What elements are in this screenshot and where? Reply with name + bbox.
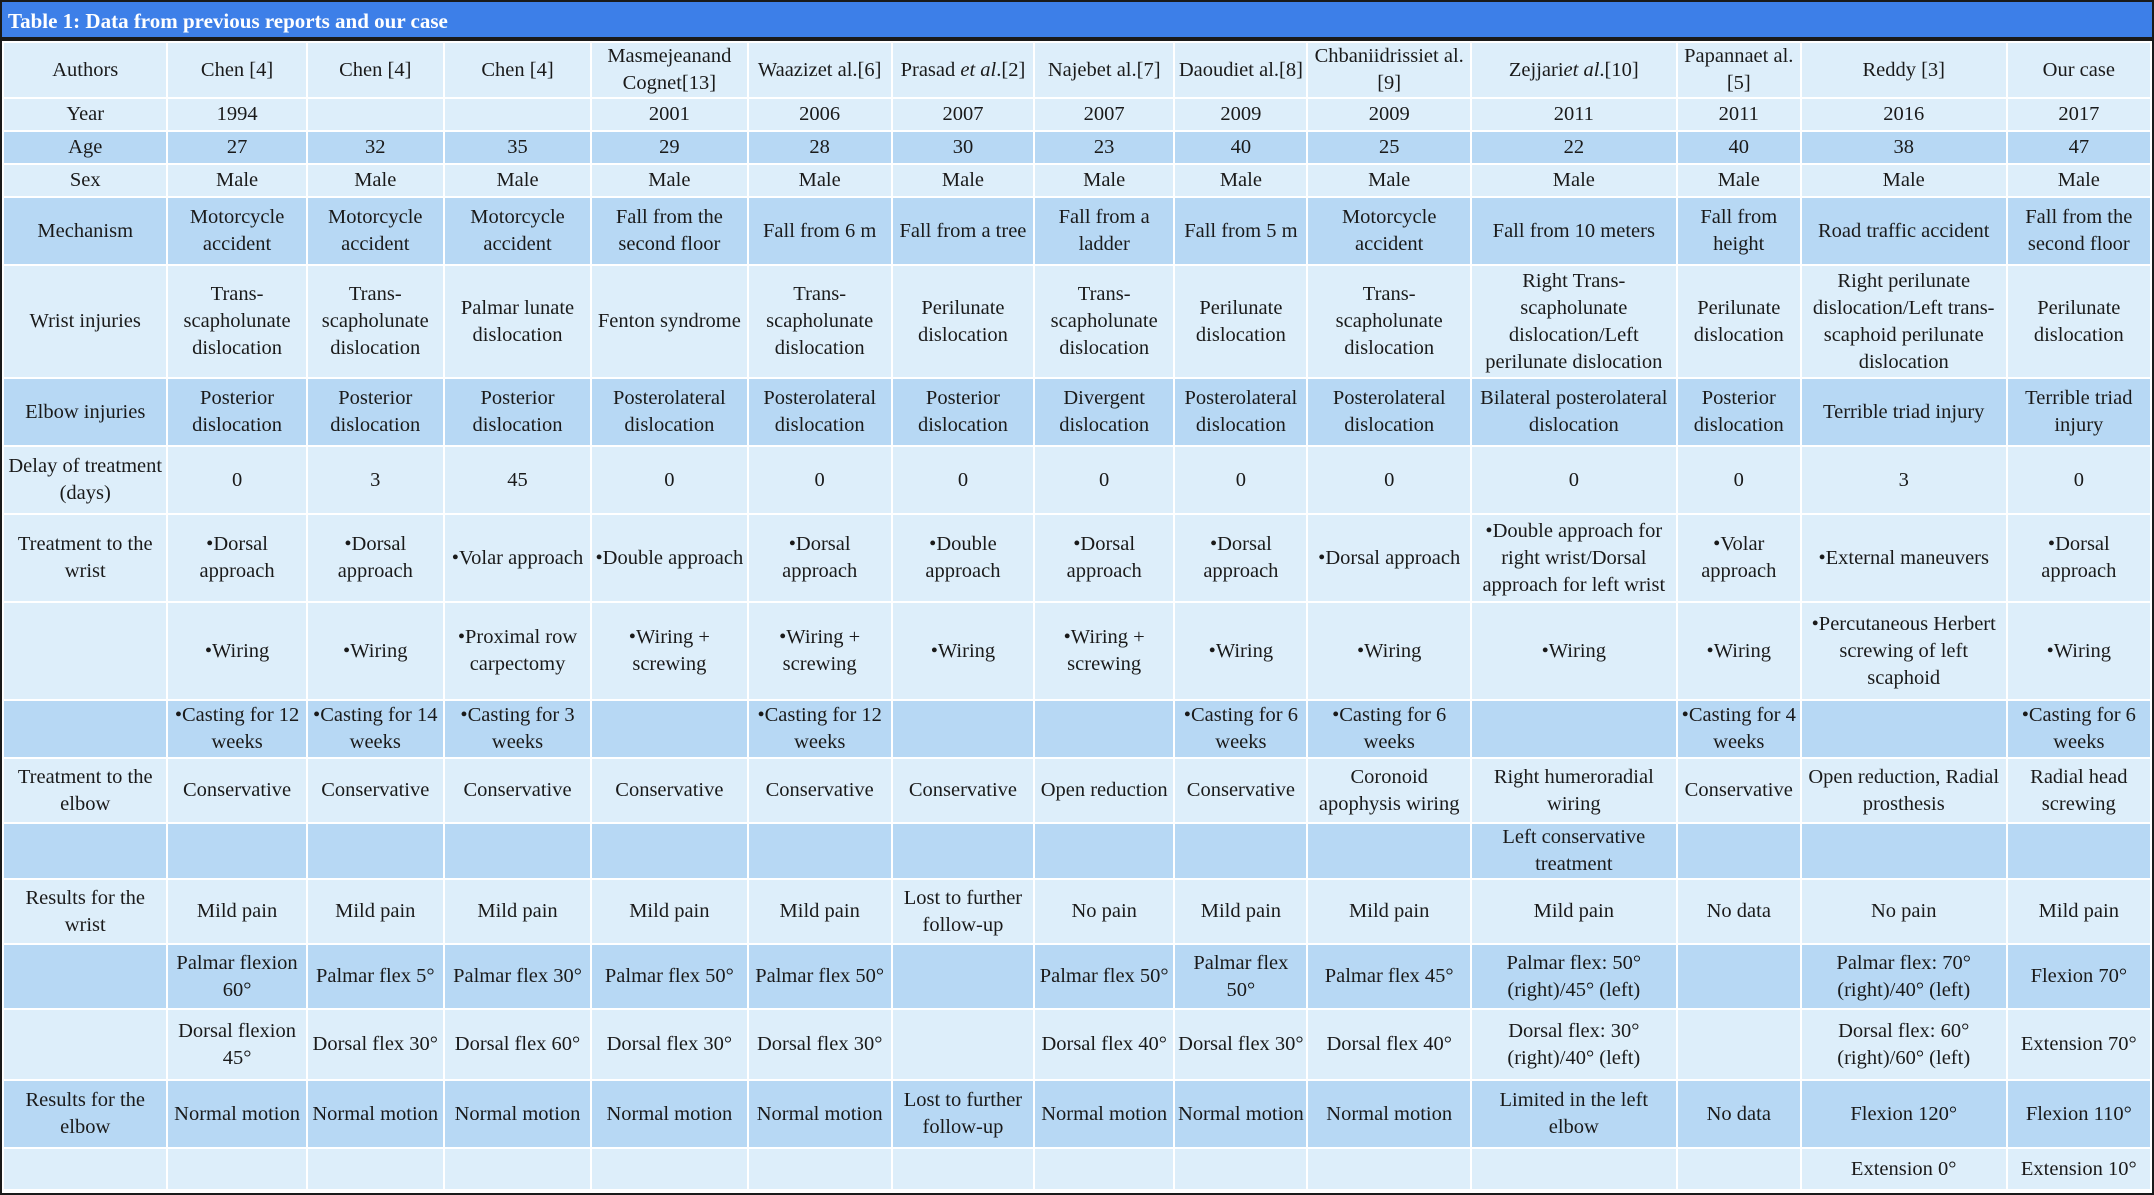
table-cell: Perilunate dislocation (1175, 266, 1306, 377)
table-row-elbow-injuries (4, 379, 2150, 445)
table-cell: •Casting for 12 weeks (168, 701, 305, 757)
table-cell: Normal motion (592, 1081, 746, 1147)
table-cell: 22 (1472, 132, 1676, 163)
table-cell: •Dorsal approach (1308, 515, 1469, 601)
table-cell: Male (749, 165, 891, 196)
table-cell: Male (308, 165, 443, 196)
table-cell: •Wiring (1175, 603, 1306, 699)
table-cell: Extension 0° (1802, 1149, 2006, 1189)
table-cell: Posterior dislocation (1678, 379, 1800, 445)
table-cell: Palmar flex 50° (1035, 945, 1173, 1008)
table-cell (1678, 945, 1800, 1008)
table-cell: Conservative (445, 759, 590, 822)
table-cell: Flexion 120° (1802, 1081, 2006, 1147)
table-cell: •Double approach for right wrist/Dorsal approach for left wrist (1472, 515, 1676, 601)
table-cell: Normal motion (1035, 1081, 1173, 1147)
author-name-part: et al (1563, 58, 1600, 81)
table-cell: 2006 (749, 99, 891, 130)
table-cell: 0 (1678, 447, 1800, 513)
table-cell: 28 (749, 132, 891, 163)
table-cell (1472, 43, 1676, 97)
table-cell: Flexion 70° (2008, 945, 2150, 1008)
table-cell: Dorsal flex: 30° (right)/40° (left) (1472, 1010, 1676, 1079)
table-cell: Trans-scapholunate dislocation (308, 266, 443, 377)
table-cell: Palmar flex 50° (592, 945, 746, 1008)
table-cell: Bilateral posterolateral dislocation (1472, 379, 1676, 445)
table-row-results-elbow-2 (4, 1149, 2150, 1189)
table-cell (445, 99, 590, 130)
table-cell: Conservative (308, 759, 443, 822)
table-cell (592, 701, 746, 757)
table-cell: •Double approach (592, 515, 746, 601)
table-cell: Dorsal flexion 45° (168, 1010, 305, 1079)
table-cell: Fall from height (1678, 198, 1800, 264)
table-cell: 27 (168, 132, 305, 163)
table-row-year (4, 99, 2150, 130)
table-cell: 25 (1308, 132, 1469, 163)
table-cell (1308, 43, 1469, 97)
table-cell: 0 (168, 447, 305, 513)
author-name-part: Daoudiet (1178, 58, 1254, 81)
row-header-cell: Treatment to the wrist (4, 515, 166, 601)
table-cell (1035, 1149, 1173, 1189)
table-cell: Dorsal flex 40° (1308, 1010, 1469, 1079)
table-cell (893, 701, 1033, 757)
table-cell: Chen [4] (445, 43, 590, 97)
table-cell: No pain (1802, 880, 2006, 943)
table-cell (1308, 1149, 1469, 1189)
table-cell: Dorsal flex 30° (749, 1010, 891, 1079)
table-cell: Flexion 110° (2008, 1081, 2150, 1147)
table-cell (893, 945, 1033, 1008)
table-cell: Chen [4] (308, 43, 443, 97)
table-cell: Mild pain (1472, 880, 1676, 943)
table-row-treat-wrist-1 (4, 515, 2150, 601)
row-header-cell (4, 1010, 166, 1079)
table-cell: Palmar flex: 50° (right)/45° (left) (1472, 945, 1676, 1008)
table-cell: Dorsal flex 60° (445, 1010, 590, 1079)
author-name-part: Papannaet (1684, 45, 1769, 67)
table-cell (592, 824, 746, 878)
table-cell: Palmar lunate dislocation (445, 266, 590, 377)
table-cell: 3 (1802, 447, 2006, 513)
table-cell: Dorsal flex: 60° (right)/60° (left) (1802, 1010, 2006, 1079)
table-cell: Trans-scapholunate dislocation (168, 266, 305, 377)
author-name-part: et al (960, 58, 997, 81)
table-cell: •Casting for 12 weeks (749, 701, 891, 757)
table-cell: •Casting for 6 weeks (1308, 701, 1469, 757)
table-row-wrist-injuries (4, 266, 2150, 377)
table-cell: •Dorsal approach (1175, 515, 1306, 601)
author-name-part: .[2] (996, 58, 1026, 81)
table-cell: Fall from a ladder (1035, 198, 1173, 264)
table-cell: 2011 (1678, 99, 1800, 130)
table-cell: •Wiring (168, 603, 305, 699)
table-cell (2008, 824, 2150, 878)
table-cell: Male (1472, 165, 1676, 196)
table-cell: 2016 (1802, 99, 2006, 130)
table-cell: 47 (2008, 132, 2150, 163)
table-cell: Dorsal flex 40° (1035, 1010, 1173, 1079)
table-cell: Mild pain (1175, 880, 1306, 943)
table-cell: 2007 (1035, 99, 1173, 130)
table-cell: Normal motion (445, 1081, 590, 1147)
table-cell (1472, 701, 1676, 757)
table-cell: •Wiring (1308, 603, 1469, 699)
table-cell: No data (1678, 1081, 1800, 1147)
table-cell: •Casting for 4 weeks (1678, 701, 1800, 757)
table-cell: Fall from 5 m (1175, 198, 1306, 264)
table-cell: Dorsal flex 30° (308, 1010, 443, 1079)
table-cell: Posterior dislocation (168, 379, 305, 445)
table-cell: Open reduction, Radial prosthesis (1802, 759, 2006, 822)
table-cell: Male (445, 165, 590, 196)
table-cell: Coronoid apophysis wiring (1308, 759, 1469, 822)
table-cell: 45 (445, 447, 590, 513)
table-cell: Mild pain (168, 880, 305, 943)
table-cell: 2017 (2008, 99, 2150, 130)
table-cell: •Casting for 3 weeks (445, 701, 590, 757)
table-cell: Male (1678, 165, 1800, 196)
table-cell: Masmejeanand Cognet[13] (592, 43, 746, 97)
table-cell: Fall from the second floor (2008, 198, 2150, 264)
table-cell: Conservative (893, 759, 1033, 822)
table-row-treat-wrist-2 (4, 603, 2150, 699)
table-cell (1035, 43, 1173, 97)
table-cell: Motorcycle accident (168, 198, 305, 264)
table-cell: Posterolateral dislocation (1175, 379, 1306, 445)
table-row-mechanism (4, 198, 2150, 264)
table-cell: Our case (2008, 43, 2150, 97)
table-cell: Right humeroradial wiring (1472, 759, 1676, 822)
author-name-part: Zejjari (1508, 58, 1564, 81)
author-name-part: al.[6] (832, 58, 882, 81)
table-cell (1175, 1149, 1306, 1189)
table-row-results-wrist-2 (4, 945, 2150, 1008)
table-cell: Normal motion (1175, 1081, 1306, 1147)
table-cell: •Wiring (1678, 603, 1800, 699)
table-cell: Terrible triad injury (1802, 379, 2006, 445)
table-cell: Open reduction (1035, 759, 1173, 822)
table-cell: Dorsal flex 30° (592, 1010, 746, 1079)
row-header-cell (4, 824, 166, 878)
table-cell: Male (2008, 165, 2150, 196)
table-cell: 29 (592, 132, 746, 163)
table-cell: Conservative (168, 759, 305, 822)
table-cell: Palmar flex 5° (308, 945, 443, 1008)
row-header-cell (4, 701, 166, 757)
table-cell: 30 (893, 132, 1033, 163)
table-cell: 23 (1035, 132, 1173, 163)
table-cell: Limited in the left elbow (1472, 1081, 1676, 1147)
table-cell (893, 43, 1033, 97)
table-cell: 35 (445, 132, 590, 163)
table-cell (445, 1149, 590, 1189)
table-cell: Lost to further follow-up (893, 1081, 1033, 1147)
table-cell: •Dorsal approach (749, 515, 891, 601)
table-row-authors (4, 43, 2150, 97)
table-row-delay (4, 447, 2150, 513)
table-cell: 2009 (1175, 99, 1306, 130)
author-name-part: Najebet (1047, 58, 1112, 81)
table-cell: Motorcycle accident (1308, 198, 1469, 264)
row-header-cell: Treatment to the elbow (4, 759, 166, 822)
table-cell: Motorcycle accident (445, 198, 590, 264)
table-cell: Perilunate dislocation (893, 266, 1033, 377)
table-cell: •Wiring (893, 603, 1033, 699)
table-row-results-wrist (4, 880, 2150, 943)
author-name-part: .[10] (1599, 58, 1639, 81)
table-cell (1175, 43, 1306, 97)
table-cell (1802, 824, 2006, 878)
table-cell: Posterior dislocation (445, 379, 590, 445)
table-cell: 2009 (1308, 99, 1469, 130)
table-cell: Trans-scapholunate dislocation (1035, 266, 1173, 377)
table-cell: Posterolateral dislocation (749, 379, 891, 445)
table-cell: No pain (1035, 880, 1173, 943)
table-cell: •Wiring + screwing (749, 603, 891, 699)
data-table (2, 41, 2152, 1191)
table-cell: •Casting for 6 weeks (2008, 701, 2150, 757)
table-cell (168, 1149, 305, 1189)
table-cell: Male (592, 165, 746, 196)
table-cell: 0 (1472, 447, 1676, 513)
table-cell: Male (1308, 165, 1469, 196)
table-cell: Male (893, 165, 1033, 196)
table-cell (749, 824, 891, 878)
table-row-age (4, 132, 2150, 163)
table-cell (893, 1010, 1033, 1079)
table-cell: Conservative (1678, 759, 1800, 822)
table-cell (893, 824, 1033, 878)
table-cell: 1994 (168, 99, 305, 130)
table-cell: 40 (1175, 132, 1306, 163)
table-cell: Dorsal flex 30° (1175, 1010, 1306, 1079)
table-cell (1678, 1010, 1800, 1079)
table-cell (1035, 824, 1173, 878)
table-cell: 0 (1035, 447, 1173, 513)
table-cell: Posterior dislocation (308, 379, 443, 445)
table-cell: Divergent dislocation (1035, 379, 1173, 445)
table-cell: Fenton syndrome (592, 266, 746, 377)
row-header-cell: Age (4, 132, 166, 163)
table-cell: Right perilunate dislocation/Left trans-scaphoid perilunate dislocation (1802, 266, 2006, 377)
table-cell (308, 1149, 443, 1189)
table-cell: Lost to further follow-up (893, 880, 1033, 943)
table-cell: •Percutaneous Herbert screwing of left scaphoid (1802, 603, 2006, 699)
table-cell: Fall from the second floor (592, 198, 746, 264)
table-cell: Posterior dislocation (893, 379, 1033, 445)
table-row-treat-elbow (4, 759, 2150, 822)
row-header-cell (4, 603, 166, 699)
table-cell: Male (168, 165, 305, 196)
table-cell: Palmar flex 45° (1308, 945, 1469, 1008)
table-cell: Mild pain (445, 880, 590, 943)
table-caption: Table 1: Data from previous reports and our case (2, 2, 2152, 41)
table-cell: •Wiring (1472, 603, 1676, 699)
author-name-part: Prasad (900, 58, 961, 81)
table-cell: Mild pain (308, 880, 443, 943)
table-cell: Trans-scapholunate dislocation (749, 266, 891, 377)
table-cell: No data (1678, 880, 1800, 943)
row-header-cell: Sex (4, 165, 166, 196)
table-cell: Extension 10° (2008, 1149, 2150, 1189)
table-cell: •Wiring + screwing (1035, 603, 1173, 699)
table-cell: Mild pain (2008, 880, 2150, 943)
table-cell: •Volar approach (1678, 515, 1800, 601)
table-cell: 0 (2008, 447, 2150, 513)
table-cell: •Wiring + screwing (592, 603, 746, 699)
table-cell (592, 1149, 746, 1189)
table-cell: Extension 70° (2008, 1010, 2150, 1079)
table-cell: •Casting for 6 weeks (1175, 701, 1306, 757)
author-name-part: al.[5] (1726, 45, 1794, 94)
author-name-part: Chbaniidrissiet (1314, 45, 1439, 67)
table-cell: Male (1035, 165, 1173, 196)
row-header-cell: Mechanism (4, 198, 166, 264)
table-cell: 38 (1802, 132, 2006, 163)
table-cell (1678, 1149, 1800, 1189)
table-cell (308, 824, 443, 878)
table-cell: 32 (308, 132, 443, 163)
row-header-cell: Elbow injuries (4, 379, 166, 445)
table-cell: 0 (893, 447, 1033, 513)
table-cell: 0 (1175, 447, 1306, 513)
table-cell: 2011 (1472, 99, 1676, 130)
table-cell: •Wiring (308, 603, 443, 699)
table-cell (168, 824, 305, 878)
table-cell: •Wiring (2008, 603, 2150, 699)
table-cell: •Proximal row carpectomy (445, 603, 590, 699)
author-name-part: Waazizet (757, 58, 833, 81)
table-row-results-wrist-3 (4, 1010, 2150, 1079)
table-cell: 0 (749, 447, 891, 513)
table-cell: Right Trans-scapholunate dislocation/Left perilunate dislocation (1472, 266, 1676, 377)
table-cell: Mild pain (749, 880, 891, 943)
table-cell: •Dorsal approach (2008, 515, 2150, 601)
table-cell: Posterolateral dislocation (592, 379, 746, 445)
table-cell: Palmar flex 50° (749, 945, 891, 1008)
author-name-part: al.[9] (1377, 45, 1464, 94)
table-cell: Palmar flex 30° (445, 945, 590, 1008)
row-header-cell: Wrist injuries (4, 266, 166, 377)
table-cell: Perilunate dislocation (1678, 266, 1800, 377)
table-cell: Normal motion (308, 1081, 443, 1147)
table-cell: Posterolateral dislocation (1308, 379, 1469, 445)
table-cell: Mild pain (1308, 880, 1469, 943)
table-cell (1175, 824, 1306, 878)
table-cell: Male (1802, 165, 2006, 196)
table-cell: •Double approach (893, 515, 1033, 601)
table-cell: Road traffic accident (1802, 198, 2006, 264)
table-cell (1308, 824, 1469, 878)
table-cell: Conservative (749, 759, 891, 822)
table-cell (749, 1149, 891, 1189)
table-cell (1678, 43, 1800, 97)
author-name-part: al.[8] (1253, 58, 1303, 81)
table-cell: Left conservative treatment (1472, 824, 1676, 878)
table-cell: Fall from 6 m (749, 198, 891, 264)
table-cell: Palmar flex: 70° (right)/40° (left) (1802, 945, 2006, 1008)
table-cell: •Dorsal approach (308, 515, 443, 601)
table-cell: •Dorsal approach (168, 515, 305, 601)
table-cell (749, 43, 891, 97)
table-cell: Normal motion (1308, 1081, 1469, 1147)
table-cell: Male (1175, 165, 1306, 196)
table-cell (445, 824, 590, 878)
table-cell: Perilunate dislocation (2008, 266, 2150, 377)
table-cell: Chen [4] (168, 43, 305, 97)
table-cell: Terrible triad injury (2008, 379, 2150, 445)
table-cell: Palmar flex 50° (1175, 945, 1306, 1008)
table-cell: 40 (1678, 132, 1800, 163)
table-cell: 2007 (893, 99, 1033, 130)
row-header-cell: Results for the elbow (4, 1081, 166, 1147)
table-cell: Normal motion (749, 1081, 891, 1147)
table-cell (893, 1149, 1033, 1189)
table-row-sex (4, 165, 2150, 196)
table-row-treat-wrist-3 (4, 701, 2150, 757)
table-row-treat-elbow-2 (4, 824, 2150, 878)
table-cell: Trans-scapholunate dislocation (1308, 266, 1469, 377)
table-cell: Mild pain (592, 880, 746, 943)
table-cell: Conservative (592, 759, 746, 822)
table-cell: •Dorsal approach (1035, 515, 1173, 601)
table-cell: Normal motion (168, 1081, 305, 1147)
table-cell (1035, 701, 1173, 757)
table-cell: Fall from 10 meters (1472, 198, 1676, 264)
table-cell: Fall from a tree (893, 198, 1033, 264)
table-cell: Motorcycle accident (308, 198, 443, 264)
table-cell: 0 (1308, 447, 1469, 513)
table-cell: •External maneuvers (1802, 515, 2006, 601)
row-header-cell: Results for the wrist (4, 880, 166, 943)
table-cell (308, 99, 443, 130)
row-header-cell: Authors (4, 43, 166, 97)
table-cell (1678, 824, 1800, 878)
table-cell (1802, 701, 2006, 757)
row-header-cell (4, 1149, 166, 1189)
author-name-part: al.[7] (1111, 58, 1161, 81)
row-header-cell (4, 945, 166, 1008)
table-cell: Conservative (1175, 759, 1306, 822)
table-cell: 2001 (592, 99, 746, 130)
table-cell: 0 (592, 447, 746, 513)
table-cell: •Casting for 14 weeks (308, 701, 443, 757)
table-cell: Palmar flexion 60° (168, 945, 305, 1008)
row-header-cell: Delay of treatment (days) (4, 447, 166, 513)
table-cell: •Volar approach (445, 515, 590, 601)
table-cell (1472, 1149, 1676, 1189)
table-row-results-elbow (4, 1081, 2150, 1147)
table-cell: Radial head screwing (2008, 759, 2150, 822)
row-header-cell: Year (4, 99, 166, 130)
table-cell: 3 (308, 447, 443, 513)
table-cell: Reddy [3] (1802, 43, 2006, 97)
